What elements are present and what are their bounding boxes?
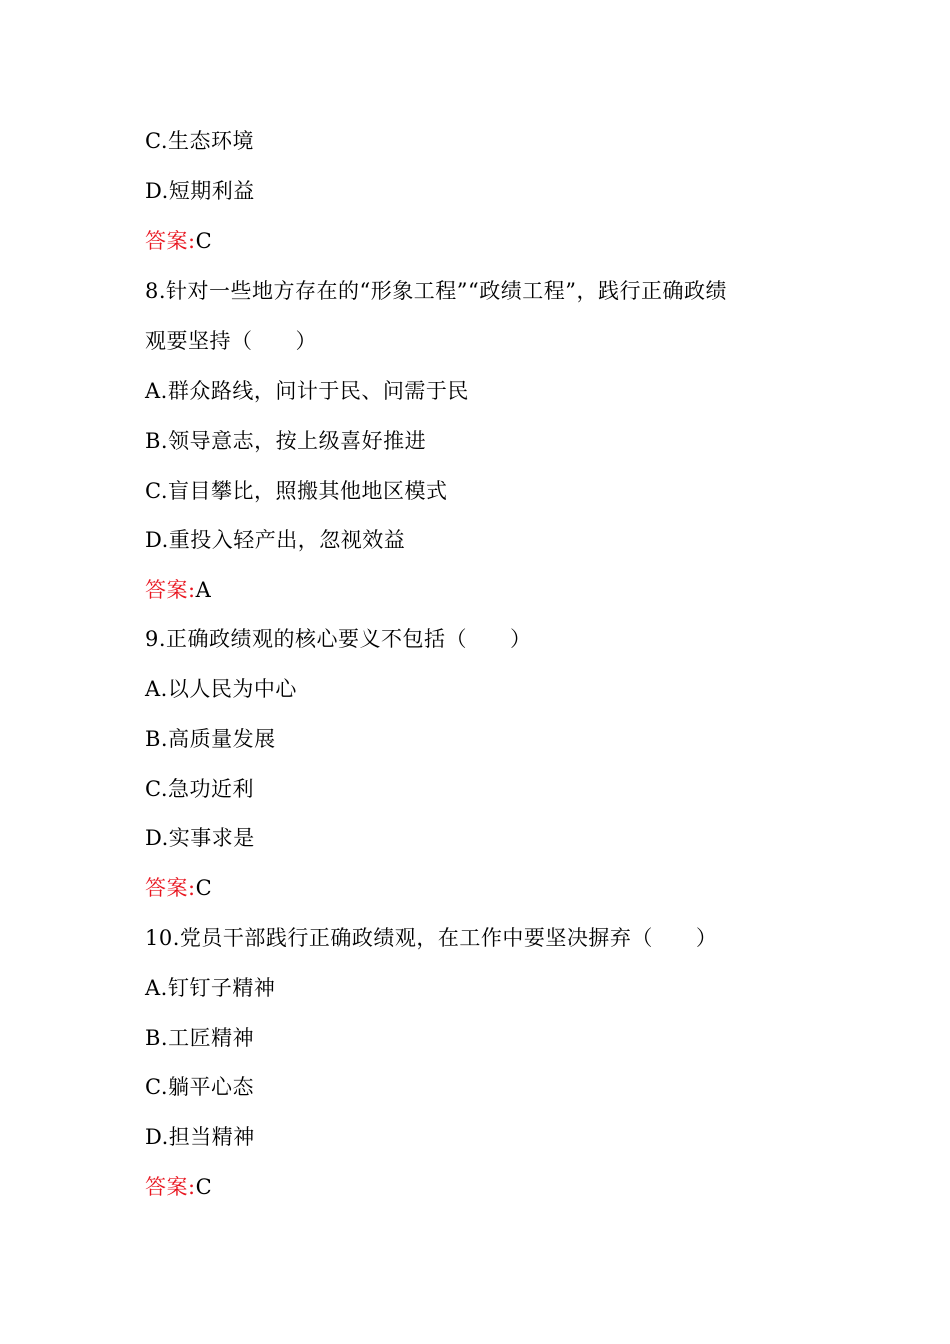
question-stem: 9.正确政绩观的核心要义不包括（ ）	[145, 627, 532, 651]
option-c: C.盲目攀比，照搬其他地区模式	[145, 479, 448, 503]
option-d: D.短期利益	[145, 179, 255, 203]
option-a: A.群众路线，问计于民、问需于民	[145, 379, 469, 403]
answer-line	[145, 1172, 212, 1202]
option-a: A.钉钉子精神	[145, 976, 276, 1000]
option-a: A.以人民为中心	[145, 677, 297, 701]
answer-value: C	[195, 876, 213, 900]
option-d: D.重投入轻产出，忽视效益	[145, 528, 406, 552]
answer-value: C	[195, 1175, 213, 1199]
option-d: D.实事求是	[145, 826, 255, 850]
answer-label: 答案:	[145, 229, 196, 253]
option-c: C.躺平心态	[145, 1075, 254, 1099]
answer-label: 答案:	[145, 876, 196, 900]
answer-line	[145, 575, 211, 605]
option-b: B.工匠精神	[145, 1026, 255, 1050]
option-c: C.急功近利	[145, 777, 254, 801]
answer-line	[145, 226, 212, 256]
question-stem: 10.党员干部践行正确政绩观，在工作中要坚决摒弃（ ）	[145, 926, 718, 950]
answer-line	[145, 873, 212, 903]
answer-label: 答案:	[145, 578, 196, 602]
answer-label: 答案:	[145, 1175, 196, 1199]
answer-value: C	[195, 229, 213, 253]
question-stem-continued: 观要坚持（ ）	[145, 329, 317, 353]
option-b: B.领导意志，按上级喜好推进	[145, 429, 427, 453]
option-c: C.生态环境	[145, 129, 254, 153]
option-d: D.担当精神	[145, 1125, 255, 1149]
answer-value: A	[195, 578, 212, 602]
option-b: B.高质量发展	[145, 727, 276, 751]
question-stem: 8.针对一些地方存在的“形象工程”“政绩工程”，践行正确政绩	[145, 279, 727, 303]
